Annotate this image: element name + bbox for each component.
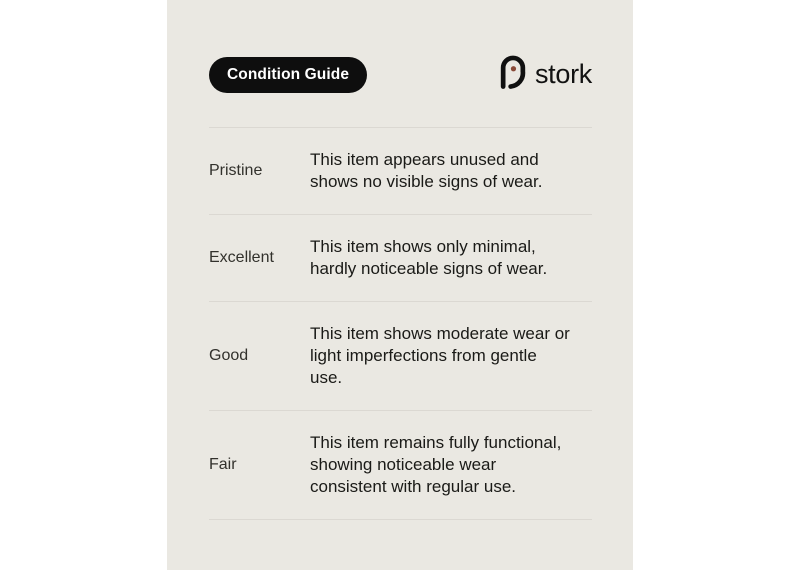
condition-guide-badge[interactable]: Condition Guide (209, 57, 367, 93)
condition-row-good (209, 302, 592, 410)
condition-description: This item appears unused and shows no visible signs of wear. (310, 150, 543, 191)
condition-row-pristine (209, 128, 592, 214)
divider (209, 519, 592, 520)
condition-label: Good (209, 347, 249, 364)
condition-table (209, 127, 592, 520)
brand-name: stork (534, 59, 592, 89)
condition-row-excellent (209, 215, 592, 301)
condition-label: Excellent (209, 249, 274, 266)
card-header (209, 0, 592, 94)
condition-label: Fair (209, 456, 237, 473)
condition-description: This item shows only minimal, hardly noticeable signs of wear. (310, 237, 548, 278)
condition-row-fair (209, 411, 592, 519)
condition-description: This item shows moderate wear or light imperfections from gentle use. (310, 324, 570, 387)
stork-brand (498, 55, 592, 94)
condition-description: This item remains fully functional, showing noticeable wear consistent with regular use. (310, 433, 562, 496)
condition-guide-card (167, 0, 633, 570)
stork-logo-icon (498, 55, 528, 94)
condition-label: Pristine (209, 162, 263, 179)
